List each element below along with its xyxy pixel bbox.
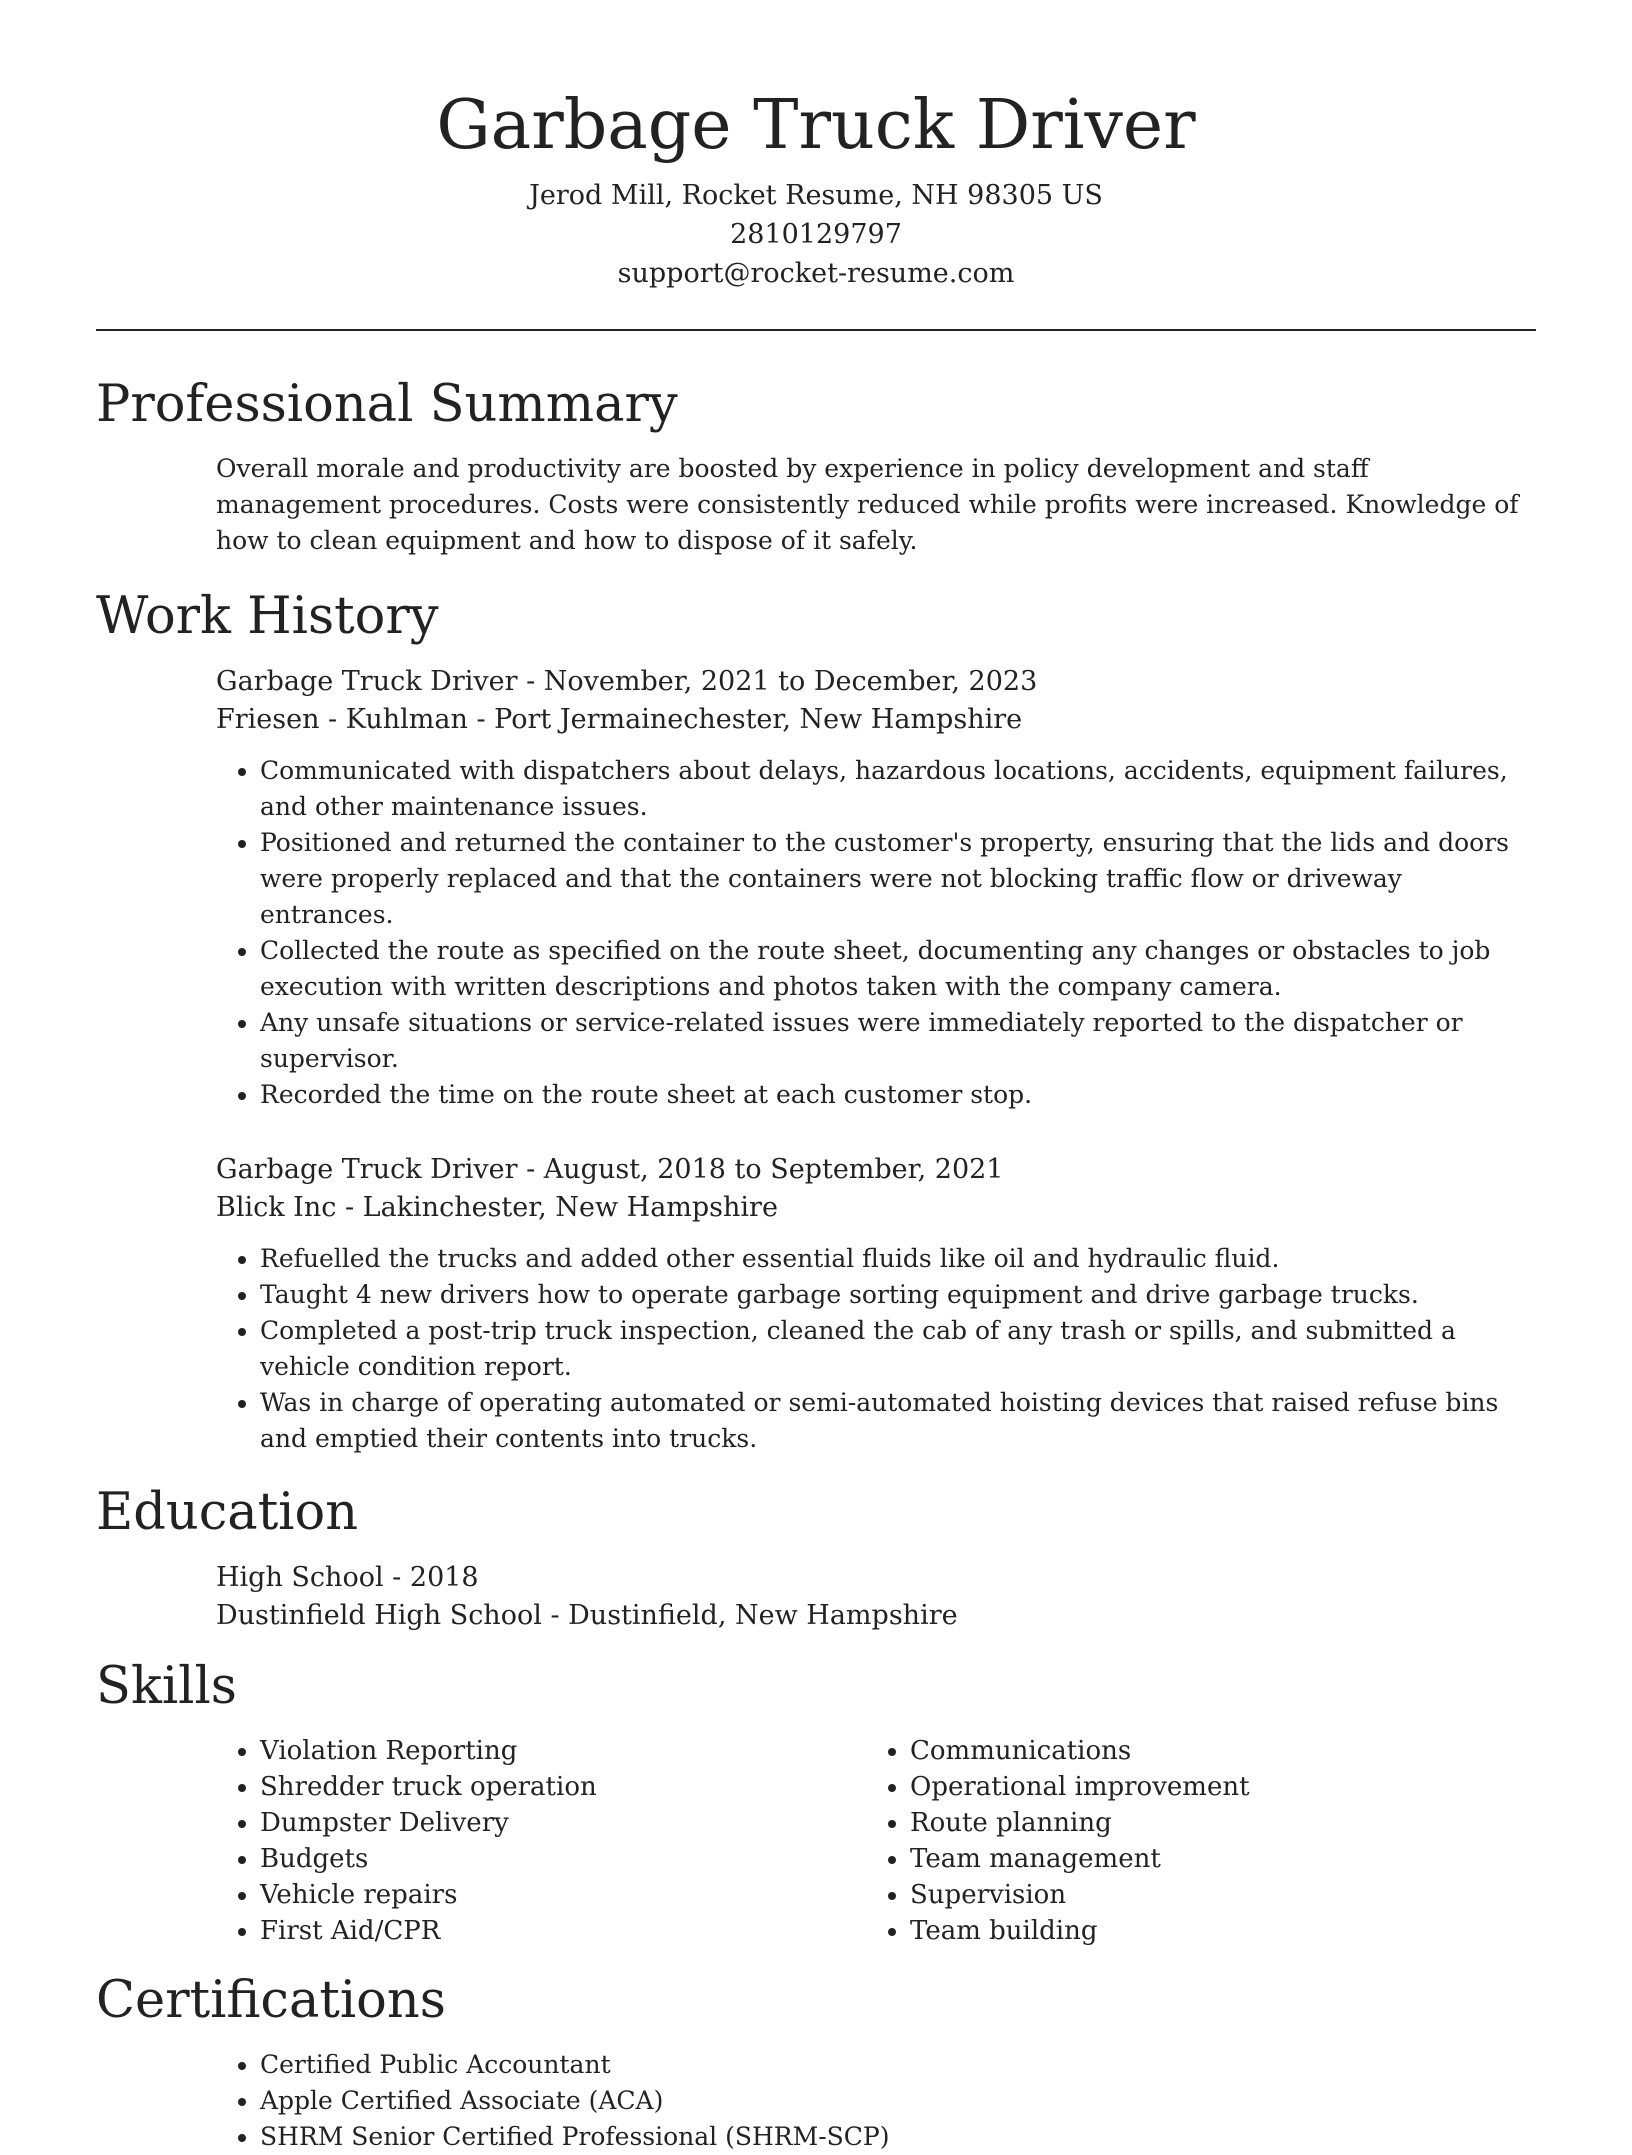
education-location: Dustinfield, New Hampshire [568, 1600, 958, 1631]
skills-columns [216, 1733, 1536, 1949]
list-item: • Dumpster Delivery [260, 1805, 866, 1841]
job-1-location: Port Jermainechester, New Hampshire [494, 704, 1023, 735]
list-item: • Taught 4 new drivers how to operate garbage sorting equipment and drive garbage trucks. [260, 1277, 1536, 1313]
certifications-section [96, 1971, 1536, 2155]
education-heading: Education [96, 1483, 359, 1542]
contact-address: Jerod Mill, Rocket Resume, NH 98305 US [529, 180, 1103, 211]
certifications-heading: Certifications [96, 1971, 446, 2030]
skills-left-list [216, 1733, 866, 1949]
skills-right-list [866, 1733, 1516, 1949]
list-item: • Apple Certified Associate (ACA) [260, 2083, 1536, 2119]
summary-text: Overall morale and productivity are boosted by experience in policy development and staff management procedures. Costs were consistently reduced while profits were increased. Knowledge of how to clean equipment and how to dispose of it safely. [216, 454, 1519, 555]
job-1-company-line: Friesen - Kuhlman - Port Jermainechester, New Hampshire [216, 704, 1023, 735]
job-2-company-line: Blick Inc - Lakinchester, New Hampshire [216, 1192, 778, 1223]
work-history-heading: Work History [96, 587, 439, 646]
list-item: • Supervision [910, 1877, 1516, 1913]
job-entry-2 [216, 1151, 1536, 1457]
list-item: • Refuelled the trucks and added other essential fluids like oil and hydraulic fluid. [260, 1241, 1536, 1277]
education-entry [216, 1559, 1536, 1635]
education-degree-line: High School - 2018 [216, 1562, 479, 1593]
job-entry-1 [216, 663, 1536, 1113]
skills-heading: Skills [96, 1657, 237, 1716]
list-item: • Violation Reporting [260, 1733, 866, 1769]
list-item: • Any unsafe situations or service-related issues were immediately reported to the dispatcher or supervisor. [260, 1005, 1536, 1077]
job-2-location: Lakinchester, New Hampshire [362, 1192, 778, 1223]
list-item: • Communicated with dispatchers about delays, hazardous locations, accidents, equipment failures, and other maintenance issues. [260, 753, 1536, 825]
list-item: • First Aid/CPR [260, 1913, 866, 1949]
job-1-title-line: Garbage Truck Driver - November, 2021 to December, 2023 [216, 666, 1038, 697]
job-1-bullets [216, 753, 1536, 1113]
resume-page [96, 0, 1536, 2155]
job-2-company: Blick Inc [216, 1192, 337, 1223]
summary-body [216, 451, 1536, 559]
contact-phone: 2810129797 [730, 219, 902, 250]
job-2-bullets [216, 1241, 1536, 1457]
certifications-body [216, 2047, 1536, 2155]
header-divider [96, 329, 1536, 331]
list-item: • Vehicle repairs [260, 1877, 866, 1913]
list-item: • SHRM Senior Certified Professional (SHRM-SCP) [260, 2119, 1536, 2155]
certifications-list [216, 2047, 1536, 2155]
summary-section [96, 375, 1536, 559]
list-item: • Recorded the time on the route sheet at each customer stop. [260, 1077, 1536, 1113]
list-item: • Communications [910, 1733, 1516, 1769]
list-item: • Operational improvement [910, 1769, 1516, 1805]
contact-email: support@rocket-resume.com [617, 258, 1015, 289]
education-section [96, 1483, 1536, 1635]
list-item: • Collected the route as specified on the route sheet, documenting any changes or obstacles to job execution with written descriptions and photos taken with the company camera. [260, 933, 1536, 1005]
list-item: • Certified Public Accountant [260, 2047, 1536, 2083]
summary-heading: Professional Summary [96, 375, 678, 434]
education-year: 2018 [409, 1562, 479, 1593]
work-history-section [96, 587, 1536, 1457]
education-degree: High School [216, 1562, 384, 1593]
resume-header [96, 0, 1536, 293]
list-item: • Route planning [910, 1805, 1516, 1841]
resume-title: Garbage Truck Driver [436, 86, 1196, 165]
list-item: • Shredder truck operation [260, 1769, 866, 1805]
list-item: • Team management [910, 1841, 1516, 1877]
education-school: Dustinfield High School [216, 1600, 542, 1631]
contact-block [96, 176, 1536, 293]
list-item: • Completed a post-trip truck inspection, cleaned the cab of any trash or spills, and submitted a vehicle condition report. [260, 1313, 1536, 1385]
job-1-dates: November, 2021 to December, 2023 [543, 666, 1038, 697]
job-2-title-line: Garbage Truck Driver - August, 2018 to September, 2021 [216, 1154, 1004, 1185]
job-1-title: Garbage Truck Driver [216, 666, 518, 697]
list-item: • Team building [910, 1913, 1516, 1949]
skills-section [96, 1657, 1536, 1949]
list-item: • Was in charge of operating automated or semi-automated hoisting devices that raised refuse bins and emptied their contents into trucks. [260, 1385, 1536, 1457]
list-item: • Positioned and returned the container to the customer's property, ensuring that the lids and doors were properly replaced and that the containers were not blocking traffic flow or driveway entrances. [260, 825, 1536, 933]
education-school-line: Dustinfield High School - Dustinfield, New Hampshire [216, 1600, 958, 1631]
job-2-title: Garbage Truck Driver [216, 1154, 518, 1185]
list-item: • Budgets [260, 1841, 866, 1877]
job-2-dates: August, 2018 to September, 2021 [543, 1154, 1004, 1185]
job-1-company: Friesen - Kuhlman [216, 704, 468, 735]
